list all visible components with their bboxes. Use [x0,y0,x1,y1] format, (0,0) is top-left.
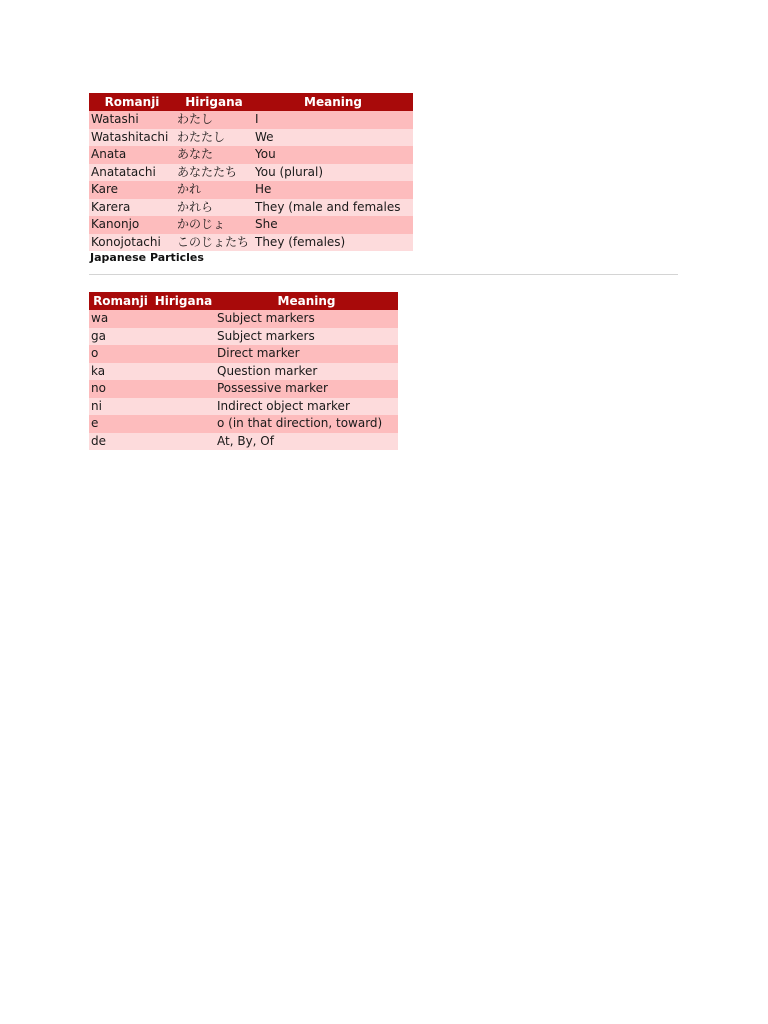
meaning-cell: Direct marker [215,345,398,363]
meaning-cell: She [253,216,413,234]
romanji-cell: ni [89,398,152,416]
table-row [89,234,413,252]
hirigana-cell: かれ [175,181,253,199]
meaning-cell: They (male and females [253,199,413,217]
table-row [89,216,413,234]
hirigana-cell: わたたし [175,129,253,147]
meaning-cell: Subject markers [215,328,398,346]
romanji-cell: Kanonjo [89,216,175,234]
meaning-cell: Indirect object marker [215,398,398,416]
romanji-cell: no [89,380,152,398]
meaning-cell: At, By, Of [215,433,398,451]
column-header-romanji: Romanji [89,93,175,111]
hirigana-cell: かのじょ [175,216,253,234]
hirigana-cell: あなた [175,146,253,164]
romanji-cell: Karera [89,199,175,217]
pronouns-table [89,93,413,251]
table-row [89,328,398,346]
hirigana-cell: わたし [175,111,253,129]
hirigana-cell [152,310,215,328]
meaning-cell: We [253,129,413,147]
hirigana-cell [152,433,215,451]
table-header-row [89,93,413,111]
meaning-cell: He [253,181,413,199]
table-row [89,111,413,129]
table-row [89,380,398,398]
table-row [89,433,398,451]
romanji-cell: e [89,415,152,433]
section-heading: Japanese Particles [90,251,204,264]
meaning-cell: o (in that direction, toward) [215,415,398,433]
hirigana-cell: あなたたち [175,164,253,182]
table-row [89,363,398,381]
column-header-romanji: Romanji [89,292,152,310]
hirigana-cell [152,328,215,346]
hirigana-cell [152,415,215,433]
hirigana-cell: かれら [175,199,253,217]
column-header-meaning: Meaning [215,292,398,310]
column-header-meaning: Meaning [253,93,413,111]
romanji-cell: Anatatachi [89,164,175,182]
table-row [89,310,398,328]
meaning-cell: You (plural) [253,164,413,182]
table-row [89,398,398,416]
column-header-hirigana: Hirigana [175,93,253,111]
table-row [89,345,398,363]
romanji-cell: Anata [89,146,175,164]
hirigana-cell [152,363,215,381]
romanji-cell: ga [89,328,152,346]
romanji-cell: Kare [89,181,175,199]
hirigana-cell: このじょたち [175,234,253,252]
hirigana-cell [152,345,215,363]
romanji-cell: wa [89,310,152,328]
particles-table [89,292,398,450]
column-header-hirigana: Hirigana [152,292,215,310]
table-row [89,199,413,217]
romanji-cell: o [89,345,152,363]
table-row [89,146,413,164]
meaning-cell: Possessive marker [215,380,398,398]
table-row [89,164,413,182]
romanji-cell: Watashitachi [89,129,175,147]
romanji-cell: Konojotachi [89,234,175,252]
meaning-cell: Question marker [215,363,398,381]
meaning-cell: They (females) [253,234,413,252]
table-header-row [89,292,398,310]
romanji-cell: Watashi [89,111,175,129]
romanji-cell: ka [89,363,152,381]
table-row [89,415,398,433]
hirigana-cell [152,398,215,416]
romanji-cell: de [89,433,152,451]
table-row [89,181,413,199]
meaning-cell: Subject markers [215,310,398,328]
horizontal-divider [89,274,678,275]
table-row [89,129,413,147]
hirigana-cell [152,380,215,398]
meaning-cell: I [253,111,413,129]
meaning-cell: You [253,146,413,164]
